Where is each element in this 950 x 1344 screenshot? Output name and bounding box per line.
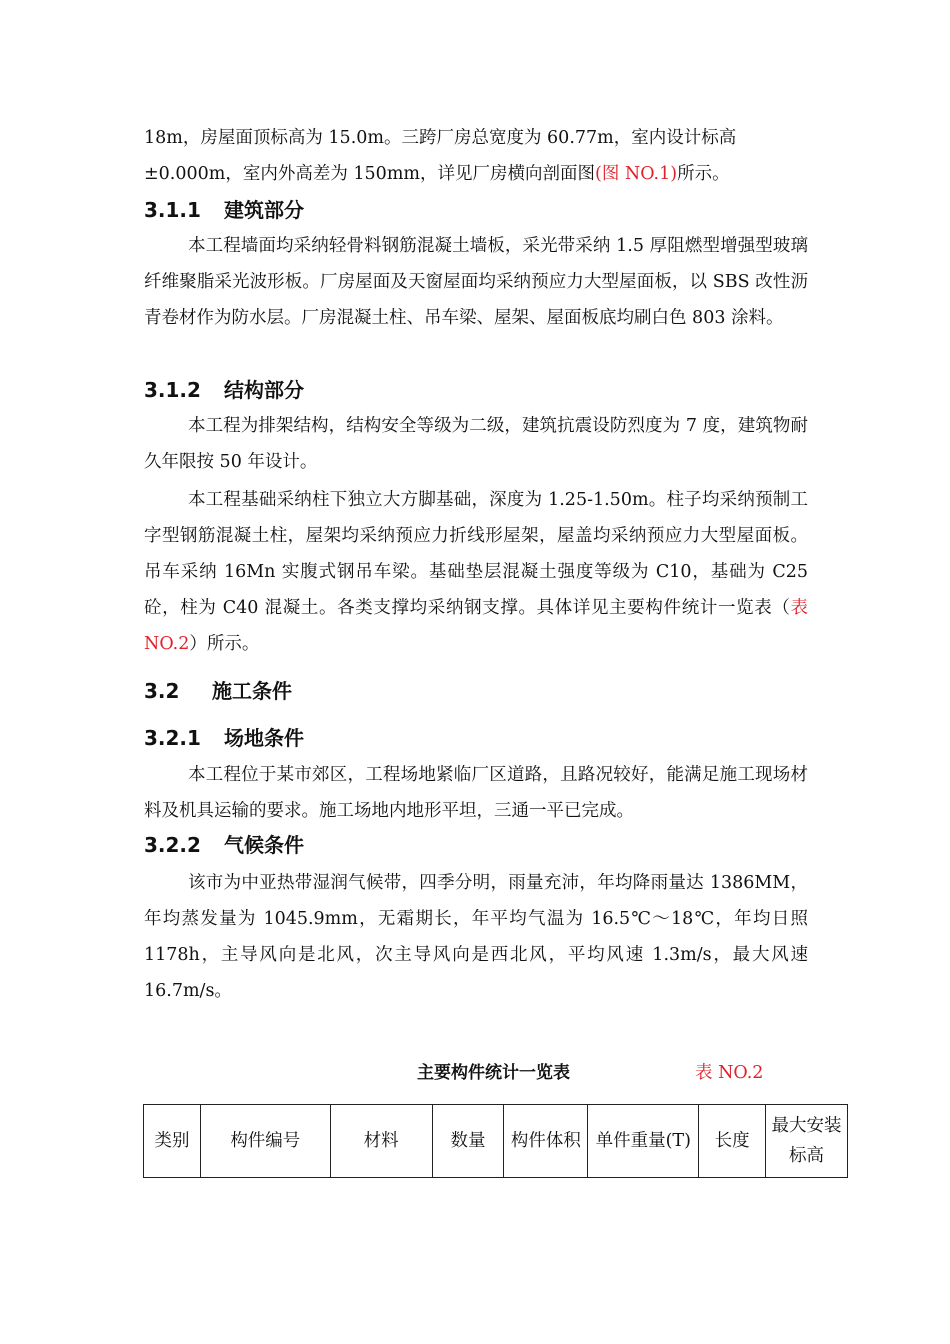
intro-line-1: 18m，房屋面顶标高为 15.0m。三跨厂房总宽度为 60.77m，室内设计标高 [144,128,737,148]
intro-line-2: ±0.000m，室内外高差为 150mm，详见厂房横向剖面图 [144,164,596,184]
table-title: 主要构件统计一览表 [417,1063,570,1083]
table-header-cell: 构件体积 [504,1105,588,1178]
heading-title: 施工条件 [212,679,292,703]
heading-title: 气候条件 [224,833,304,857]
table-header-cell: 构件编号 [200,1105,330,1178]
structure-text-end: ）所示。 [189,634,260,654]
heading-number: 3.2.1 [144,726,201,750]
heading-title: 场地条件 [224,726,304,750]
components-table [143,1104,848,1178]
paragraph-structure-2 [144,482,808,662]
table-header-cell: 单件重量(T) [588,1105,699,1178]
paragraph-architecture: 本工程墙面均采纳轻骨料钢筋混凝土墙板，采光带采纳 1.5 厚阻燃型增强型玻璃纤维聚脂采光波形板。厂房屋面及天窗屋面均采纳预应力大型屋面板，以 SBS 改性沥青卷材作为防水层。厂房混凝土柱、吊车梁、屋架、屋面板底均刷白色 803 涂料。 [144,236,808,328]
table-header-cell: 长度 [699,1105,766,1178]
paragraph-site: 本工程位于某市郊区，工程场地紧临厂区道路，且路况较好，能满足施工现场材料及机具运输的要求。施工场地内地形平坦，三通一平已完成。 [144,765,808,821]
heading-number: 3.1.2 [144,378,201,402]
table-header-cell: 类别 [144,1105,201,1178]
table-header-cell: 最大安装标高 [766,1105,848,1178]
table-number: 表 NO.2 [695,1063,764,1083]
heading-3-1-2 [144,374,304,406]
intro-line-2-end: 所示。 [677,164,730,184]
table-reference-link[interactable]: 表 NO.2 [144,598,808,654]
heading-title: 建筑部分 [224,198,304,222]
paragraph-climate: 该市为中亚热带湿润气候带，四季分明，雨量充沛，年均降雨量达 1386MM，年均蒸发量为 1045.9mm，无霜期长，年平均气温为 16.5℃～18℃，年均日照 1178h，主导风向是北风，次主导风向是西北风，平均风速 1.3m/s，最大风速 16.7m/s。 [144,873,808,1001]
table-header-cell: 数量 [432,1105,504,1178]
heading-3-2 [144,675,292,707]
heading-3-1-1 [144,194,304,226]
intro-paragraph [144,120,808,192]
heading-3-2-1 [144,722,304,754]
heading-title: 结构部分 [224,378,304,402]
table-header-row [144,1105,848,1178]
heading-number: 3.2.2 [144,833,201,857]
heading-3-2-2 [144,829,304,861]
heading-number: 3.2 [144,679,180,703]
table-header-cell: 材料 [330,1105,432,1178]
heading-number: 3.1.1 [144,198,201,222]
figure-reference-link[interactable]: (图 NO.1) [595,164,678,184]
structure-text: 本工程基础采纳柱下独立大方脚基础，深度为 1.25-1.50m。柱子均采纳预制工字型钢筋混凝土柱，屋架均采纳预应力折线形屋架，屋盖均采纳预应力大型屋面板。吊车采纳 16Mn 实腹式钢吊车梁。基础垫层混凝土强度等级为 C10，基础为 C25 砼，柱为 C40 混凝土。各类支撑均采纳钢支撑。具体详见主要构件统计一览表（ [144,490,808,618]
table-caption [0,1058,950,1088]
paragraph-structure-1: 本工程为排架结构，结构安全等级为二级，建筑抗震设防烈度为 7 度，建筑物耐久年限按 50 年设计。 [144,416,808,472]
